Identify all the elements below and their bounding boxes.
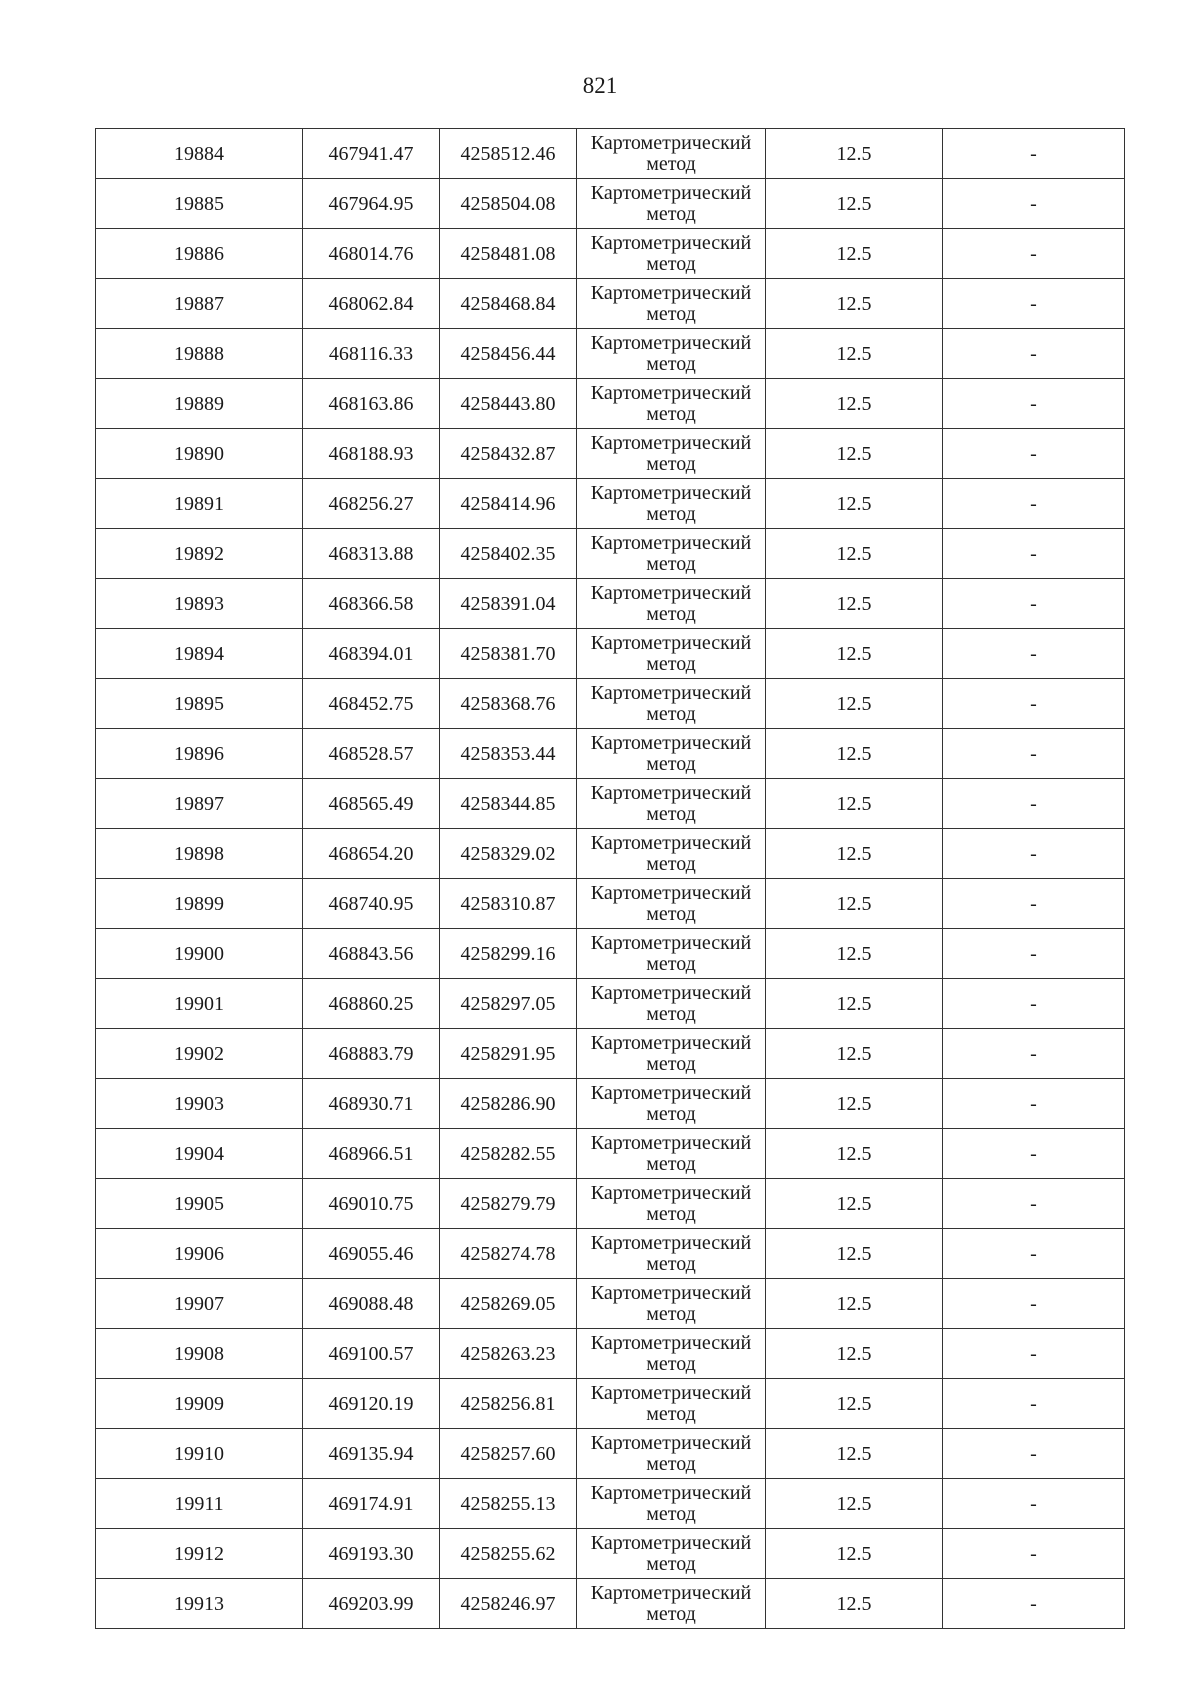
point-number-cell: 19909 <box>96 1379 303 1429</box>
x-coordinate-cell: 468452.75 <box>303 679 440 729</box>
method-cell: Картометрический метод <box>577 1029 766 1079</box>
accuracy-cell: 12.5 <box>766 1279 943 1329</box>
coordinates-table <box>95 128 1125 1629</box>
y-coordinate-cell: 4258286.90 <box>440 1079 577 1129</box>
method-cell: Картометрический метод <box>577 1129 766 1179</box>
description-cell: - <box>943 1079 1125 1129</box>
method-cell: Картометрический метод <box>577 429 766 479</box>
y-coordinate-cell: 4258468.84 <box>440 279 577 329</box>
point-number-cell: 19891 <box>96 479 303 529</box>
table-row <box>96 529 1125 579</box>
accuracy-cell: 12.5 <box>766 1479 943 1529</box>
point-number-cell: 19908 <box>96 1329 303 1379</box>
accuracy-cell: 12.5 <box>766 429 943 479</box>
y-coordinate-cell: 4258291.95 <box>440 1029 577 1079</box>
description-cell: - <box>943 479 1125 529</box>
method-cell: Картометрический метод <box>577 1079 766 1129</box>
x-coordinate-cell: 469203.99 <box>303 1579 440 1629</box>
x-coordinate-cell: 469100.57 <box>303 1329 440 1379</box>
point-number-cell: 19912 <box>96 1529 303 1579</box>
accuracy-cell: 12.5 <box>766 929 943 979</box>
description-cell: - <box>943 129 1125 179</box>
table-row <box>96 1279 1125 1329</box>
point-number-cell: 19903 <box>96 1079 303 1129</box>
table-row <box>96 1529 1125 1579</box>
accuracy-cell: 12.5 <box>766 379 943 429</box>
y-coordinate-cell: 4258246.97 <box>440 1579 577 1629</box>
y-coordinate-cell: 4258257.60 <box>440 1429 577 1479</box>
table-row <box>96 629 1125 679</box>
point-number-cell: 19895 <box>96 679 303 729</box>
y-coordinate-cell: 4258414.96 <box>440 479 577 529</box>
accuracy-cell: 12.5 <box>766 479 943 529</box>
method-cell: Картометрический метод <box>577 479 766 529</box>
accuracy-cell: 12.5 <box>766 979 943 1029</box>
method-cell: Картометрический метод <box>577 829 766 879</box>
x-coordinate-cell: 468528.57 <box>303 729 440 779</box>
description-cell: - <box>943 529 1125 579</box>
x-coordinate-cell: 469174.91 <box>303 1479 440 1529</box>
accuracy-cell: 12.5 <box>766 679 943 729</box>
table-row <box>96 779 1125 829</box>
point-number-cell: 19904 <box>96 1129 303 1179</box>
x-coordinate-cell: 468313.88 <box>303 529 440 579</box>
description-cell: - <box>943 979 1125 1029</box>
description-cell: - <box>943 679 1125 729</box>
point-number-cell: 19913 <box>96 1579 303 1629</box>
x-coordinate-cell: 468366.58 <box>303 579 440 629</box>
description-cell: - <box>943 579 1125 629</box>
x-coordinate-cell: 469135.94 <box>303 1429 440 1479</box>
y-coordinate-cell: 4258299.16 <box>440 929 577 979</box>
point-number-cell: 19894 <box>96 629 303 679</box>
table-row <box>96 379 1125 429</box>
x-coordinate-cell: 468394.01 <box>303 629 440 679</box>
method-cell: Картометрический метод <box>577 1379 766 1429</box>
x-coordinate-cell: 468188.93 <box>303 429 440 479</box>
x-coordinate-cell: 468256.27 <box>303 479 440 529</box>
y-coordinate-cell: 4258481.08 <box>440 229 577 279</box>
x-coordinate-cell: 468654.20 <box>303 829 440 879</box>
x-coordinate-cell: 469193.30 <box>303 1529 440 1579</box>
method-cell: Картометрический метод <box>577 379 766 429</box>
accuracy-cell: 12.5 <box>766 129 943 179</box>
table-row <box>96 979 1125 1029</box>
y-coordinate-cell: 4258368.76 <box>440 679 577 729</box>
point-number-cell: 19901 <box>96 979 303 1029</box>
table-row <box>96 229 1125 279</box>
description-cell: - <box>943 1579 1125 1629</box>
table-row <box>96 1079 1125 1129</box>
accuracy-cell: 12.5 <box>766 1229 943 1279</box>
description-cell: - <box>943 279 1125 329</box>
point-number-cell: 19910 <box>96 1429 303 1479</box>
y-coordinate-cell: 4258402.35 <box>440 529 577 579</box>
table-row <box>96 729 1125 779</box>
x-coordinate-cell: 468930.71 <box>303 1079 440 1129</box>
y-coordinate-cell: 4258381.70 <box>440 629 577 679</box>
table-row <box>96 1429 1125 1479</box>
x-coordinate-cell: 468883.79 <box>303 1029 440 1079</box>
x-coordinate-cell: 468843.56 <box>303 929 440 979</box>
point-number-cell: 19896 <box>96 729 303 779</box>
method-cell: Картометрический метод <box>577 1329 766 1379</box>
method-cell: Картометрический метод <box>577 279 766 329</box>
description-cell: - <box>943 879 1125 929</box>
point-number-cell: 19887 <box>96 279 303 329</box>
y-coordinate-cell: 4258269.05 <box>440 1279 577 1329</box>
y-coordinate-cell: 4258391.04 <box>440 579 577 629</box>
accuracy-cell: 12.5 <box>766 1329 943 1379</box>
point-number-cell: 19911 <box>96 1479 303 1529</box>
x-coordinate-cell: 468163.86 <box>303 379 440 429</box>
method-cell: Картометрический метод <box>577 679 766 729</box>
coordinates-table-body <box>96 129 1125 1629</box>
x-coordinate-cell: 468860.25 <box>303 979 440 1029</box>
point-number-cell: 19902 <box>96 1029 303 1079</box>
y-coordinate-cell: 4258279.79 <box>440 1179 577 1229</box>
description-cell: - <box>943 1229 1125 1279</box>
method-cell: Картометрический метод <box>577 1579 766 1629</box>
y-coordinate-cell: 4258443.80 <box>440 379 577 429</box>
table-row <box>96 1229 1125 1279</box>
description-cell: - <box>943 1279 1125 1329</box>
y-coordinate-cell: 4258255.13 <box>440 1479 577 1529</box>
table-row <box>96 179 1125 229</box>
accuracy-cell: 12.5 <box>766 1179 943 1229</box>
accuracy-cell: 12.5 <box>766 279 943 329</box>
accuracy-cell: 12.5 <box>766 1029 943 1079</box>
table-row <box>96 1579 1125 1629</box>
method-cell: Картометрический метод <box>577 229 766 279</box>
description-cell: - <box>943 429 1125 479</box>
page-number: 821 <box>582 73 618 98</box>
accuracy-cell: 12.5 <box>766 729 943 779</box>
method-cell: Картометрический метод <box>577 579 766 629</box>
description-cell: - <box>943 1029 1125 1079</box>
description-cell: - <box>943 829 1125 879</box>
description-cell: - <box>943 1379 1125 1429</box>
method-cell: Картометрический метод <box>577 1479 766 1529</box>
point-number-cell: 19907 <box>96 1279 303 1329</box>
y-coordinate-cell: 4258456.44 <box>440 329 577 379</box>
table-row <box>96 1029 1125 1079</box>
table-row <box>96 1479 1125 1529</box>
accuracy-cell: 12.5 <box>766 529 943 579</box>
point-number-cell: 19885 <box>96 179 303 229</box>
description-cell: - <box>943 329 1125 379</box>
accuracy-cell: 12.5 <box>766 1579 943 1629</box>
accuracy-cell: 12.5 <box>766 1079 943 1129</box>
table-row <box>96 579 1125 629</box>
x-coordinate-cell: 468740.95 <box>303 879 440 929</box>
description-cell: - <box>943 229 1125 279</box>
y-coordinate-cell: 4258256.81 <box>440 1379 577 1429</box>
x-coordinate-cell: 468062.84 <box>303 279 440 329</box>
description-cell: - <box>943 1529 1125 1579</box>
table-row <box>96 679 1125 729</box>
description-cell: - <box>943 779 1125 829</box>
method-cell: Картометрический метод <box>577 1179 766 1229</box>
x-coordinate-cell: 468116.33 <box>303 329 440 379</box>
x-coordinate-cell: 469120.19 <box>303 1379 440 1429</box>
point-number-cell: 19900 <box>96 929 303 979</box>
accuracy-cell: 12.5 <box>766 1129 943 1179</box>
accuracy-cell: 12.5 <box>766 779 943 829</box>
method-cell: Картометрический метод <box>577 129 766 179</box>
table-row <box>96 279 1125 329</box>
point-number-cell: 19906 <box>96 1229 303 1279</box>
accuracy-cell: 12.5 <box>766 1379 943 1429</box>
point-number-cell: 19884 <box>96 129 303 179</box>
y-coordinate-cell: 4258432.87 <box>440 429 577 479</box>
x-coordinate-cell: 468966.51 <box>303 1129 440 1179</box>
description-cell: - <box>943 1329 1125 1379</box>
method-cell: Картометрический метод <box>577 329 766 379</box>
accuracy-cell: 12.5 <box>766 629 943 679</box>
description-cell: - <box>943 629 1125 679</box>
point-number-cell: 19893 <box>96 579 303 629</box>
method-cell: Картометрический метод <box>577 1529 766 1579</box>
table-row <box>96 329 1125 379</box>
method-cell: Картометрический метод <box>577 929 766 979</box>
description-cell: - <box>943 729 1125 779</box>
accuracy-cell: 12.5 <box>766 229 943 279</box>
table-row <box>96 129 1125 179</box>
method-cell: Картометрический метод <box>577 529 766 579</box>
accuracy-cell: 12.5 <box>766 1429 943 1479</box>
point-number-cell: 19890 <box>96 429 303 479</box>
method-cell: Картометрический метод <box>577 1429 766 1479</box>
y-coordinate-cell: 4258329.02 <box>440 829 577 879</box>
y-coordinate-cell: 4258282.55 <box>440 1129 577 1179</box>
method-cell: Картометрический метод <box>577 179 766 229</box>
description-cell: - <box>943 1129 1125 1179</box>
point-number-cell: 19905 <box>96 1179 303 1229</box>
y-coordinate-cell: 4258255.62 <box>440 1529 577 1579</box>
table-row <box>96 1129 1125 1179</box>
y-coordinate-cell: 4258504.08 <box>440 179 577 229</box>
description-cell: - <box>943 1479 1125 1529</box>
method-cell: Картометрический метод <box>577 1279 766 1329</box>
method-cell: Картометрический метод <box>577 629 766 679</box>
table-row <box>96 429 1125 479</box>
method-cell: Картометрический метод <box>577 979 766 1029</box>
table-row <box>96 1329 1125 1379</box>
y-coordinate-cell: 4258344.85 <box>440 779 577 829</box>
accuracy-cell: 12.5 <box>766 829 943 879</box>
method-cell: Картометрический метод <box>577 879 766 929</box>
x-coordinate-cell: 467964.95 <box>303 179 440 229</box>
accuracy-cell: 12.5 <box>766 579 943 629</box>
accuracy-cell: 12.5 <box>766 179 943 229</box>
method-cell: Картометрический метод <box>577 729 766 779</box>
point-number-cell: 19889 <box>96 379 303 429</box>
x-coordinate-cell: 467941.47 <box>303 129 440 179</box>
x-coordinate-cell: 469010.75 <box>303 1179 440 1229</box>
accuracy-cell: 12.5 <box>766 879 943 929</box>
point-number-cell: 19886 <box>96 229 303 279</box>
description-cell: - <box>943 1429 1125 1479</box>
table-row <box>96 1379 1125 1429</box>
y-coordinate-cell: 4258274.78 <box>440 1229 577 1279</box>
method-cell: Картометрический метод <box>577 1229 766 1279</box>
y-coordinate-cell: 4258512.46 <box>440 129 577 179</box>
point-number-cell: 19897 <box>96 779 303 829</box>
accuracy-cell: 12.5 <box>766 329 943 379</box>
y-coordinate-cell: 4258310.87 <box>440 879 577 929</box>
description-cell: - <box>943 179 1125 229</box>
y-coordinate-cell: 4258353.44 <box>440 729 577 779</box>
y-coordinate-cell: 4258263.23 <box>440 1329 577 1379</box>
table-row <box>96 1179 1125 1229</box>
y-coordinate-cell: 4258297.05 <box>440 979 577 1029</box>
point-number-cell: 19888 <box>96 329 303 379</box>
point-number-cell: 19899 <box>96 879 303 929</box>
table-row <box>96 479 1125 529</box>
description-cell: - <box>943 379 1125 429</box>
description-cell: - <box>943 1179 1125 1229</box>
x-coordinate-cell: 469088.48 <box>303 1279 440 1329</box>
point-number-cell: 19898 <box>96 829 303 879</box>
table-row <box>96 879 1125 929</box>
x-coordinate-cell: 468014.76 <box>303 229 440 279</box>
table-row <box>96 929 1125 979</box>
point-number-cell: 19892 <box>96 529 303 579</box>
description-cell: - <box>943 929 1125 979</box>
accuracy-cell: 12.5 <box>766 1529 943 1579</box>
x-coordinate-cell: 468565.49 <box>303 779 440 829</box>
x-coordinate-cell: 469055.46 <box>303 1229 440 1279</box>
table-row <box>96 829 1125 879</box>
method-cell: Картометрический метод <box>577 779 766 829</box>
